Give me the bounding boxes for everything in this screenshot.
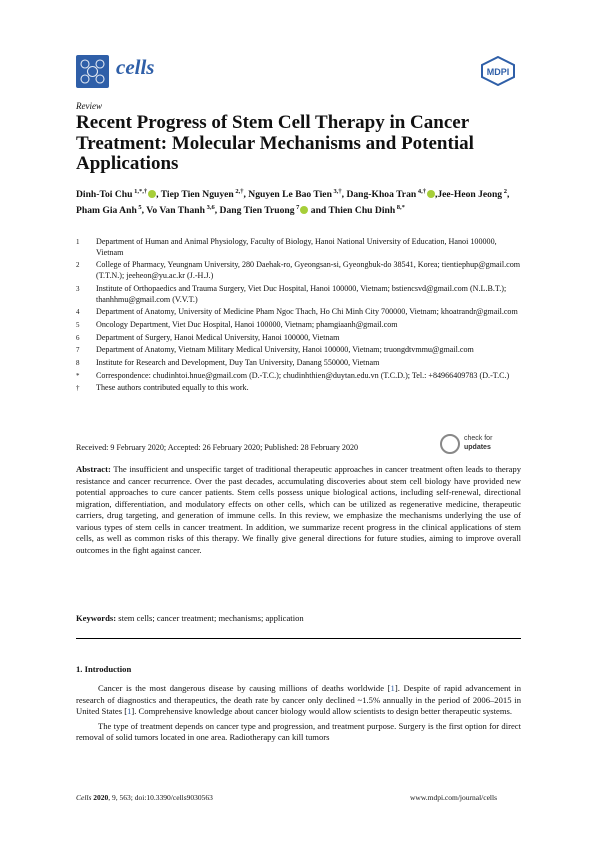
affiliation-item bbox=[76, 307, 521, 318]
orcid-icon[interactable] bbox=[148, 190, 156, 198]
keywords bbox=[76, 613, 521, 623]
author-name: Pham Gia Anh bbox=[76, 205, 137, 217]
affiliation-text: Correspondence: chudinhtoi.hnue@gmail.com (D.-T.C.); chudinhthien@duytan.edu.vn (T.C.D.); Tel.: +84966409783 (D.-T.C.) bbox=[96, 370, 510, 380]
author-separator: , bbox=[214, 205, 220, 217]
author-name: Dang Tien Truong bbox=[219, 205, 295, 217]
affiliation-item bbox=[76, 320, 521, 331]
journal-url[interactable]: www.mdpi.com/journal/cells bbox=[410, 793, 497, 802]
author-affiliation-sup: 1,*,† bbox=[132, 188, 148, 195]
author-separator: , bbox=[434, 189, 438, 201]
journal-name[interactable]: cells bbox=[116, 55, 155, 79]
author-name: Dang-Khoa Tran bbox=[346, 189, 417, 201]
author-separator: , bbox=[156, 189, 161, 201]
affiliation-number: * bbox=[76, 371, 80, 380]
affiliation-item bbox=[76, 345, 521, 356]
affiliation-number: 8 bbox=[76, 359, 80, 368]
updates-line1: check for bbox=[464, 435, 493, 442]
affiliation-item bbox=[76, 358, 521, 369]
author-separator: , bbox=[141, 205, 147, 217]
article-type: Review bbox=[76, 101, 102, 111]
divider bbox=[76, 638, 521, 639]
author-separator: , bbox=[506, 189, 510, 201]
author-affiliation-sup: 4,† bbox=[416, 188, 426, 195]
author-affiliation-sup: 3,† bbox=[331, 188, 342, 195]
orcid-icon[interactable] bbox=[427, 189, 438, 201]
author-affiliation-sup: 2 bbox=[502, 188, 507, 195]
keywords-label: Keywords: bbox=[76, 613, 117, 623]
author-affiliation-sup: 5 bbox=[136, 204, 142, 212]
update-icon bbox=[440, 434, 460, 454]
author-list bbox=[76, 185, 521, 217]
author-affiliation-sup: 2,† bbox=[233, 188, 244, 195]
affiliation-number: 2 bbox=[76, 261, 80, 270]
keywords-text: stem cells; cancer treatment; mechanisms; application bbox=[118, 613, 304, 623]
affiliation-number: 4 bbox=[76, 308, 80, 317]
body-text bbox=[76, 683, 521, 747]
author-affiliation-sup: 7 bbox=[294, 204, 300, 212]
affiliation-text: Department of Human and Animal Physiology, Faculty of Biology, Hanoi National University of Education, Hanoi 100000, Vietnam bbox=[96, 237, 497, 257]
affiliation-number: 1 bbox=[76, 238, 80, 246]
paper-title: Recent Progress of Stem Cell Therapy in Cancer Treatment: Molecular Mechanisms and Potential Applications bbox=[76, 112, 474, 174]
citation-link[interactable]: 1 bbox=[390, 683, 395, 693]
affiliation-item bbox=[76, 284, 521, 305]
author-separator: and bbox=[308, 205, 329, 217]
mdpi-logo[interactable] bbox=[480, 56, 516, 86]
affiliation-item bbox=[76, 237, 521, 258]
affiliation-item bbox=[76, 333, 521, 344]
abstract-label: Abstract: bbox=[76, 464, 111, 474]
updates-line2: updates bbox=[464, 443, 491, 451]
affiliation-text: These authors contributed equally to this work. bbox=[96, 383, 249, 393]
affiliation-number: † bbox=[76, 384, 80, 393]
affiliation-text: Department of Surgery, Hanoi Medical University, Hanoi 100000, Vietnam bbox=[96, 332, 340, 342]
affiliation-item bbox=[76, 371, 521, 382]
affiliation-number: 3 bbox=[76, 284, 80, 293]
check-for-updates-badge[interactable] bbox=[440, 434, 520, 456]
affiliation-item bbox=[76, 383, 521, 394]
author-name: Thien Chu Dinh bbox=[328, 205, 396, 217]
author-affiliation-sup: 8,* bbox=[395, 204, 405, 212]
paragraph-2: The type of treatment depends on cancer type and progression, and treatment purpose. Surgery is the first option for direct removal of solid tumors located in one area. Radiotherapy can kill tumors bbox=[76, 720, 521, 743]
author-name: Jee-Heon Jeong bbox=[437, 189, 503, 201]
author-name: Dinh-Toi Chu bbox=[76, 189, 133, 201]
affiliation-number: 6 bbox=[76, 333, 80, 342]
affiliation-number: 5 bbox=[76, 320, 80, 329]
author-name: Nguyen Le Bao Tien bbox=[248, 189, 332, 201]
affiliation-text: Institute for Research and Development, Duy Tan University, Danang 550000, Vietnam bbox=[96, 358, 380, 368]
author-separator: , bbox=[341, 189, 347, 201]
affiliation-item bbox=[76, 260, 521, 281]
affiliation-text: Department of Anatomy, Vietnam Military Medical University, Hanoi 100000, Vietnam; truongdtvmmu@gmail.com bbox=[96, 345, 474, 355]
affiliation-number: 7 bbox=[76, 346, 80, 355]
author-affiliation-sup: 3,6 bbox=[204, 204, 215, 212]
author-name: Tiep Tien Nguyen bbox=[160, 189, 234, 201]
affiliation-text: Oncology Department, Viet Duc Hospital, Hanoi 100000, Vietnam; phamgiaanh@gmail.com bbox=[96, 319, 398, 329]
cells-logo-icon bbox=[76, 55, 109, 88]
publication-dates: Received: 9 February 2020; Accepted: 26 February 2020; Published: 28 February 2020 bbox=[76, 443, 359, 452]
affiliation-text: Institute of Orthopaedics and Trauma Surgery, Viet Duc Hospital, Hanoi 100000, Vietnam; bstiencsvd@gmail.com (N.L.B.T.); thanhhmu@gmail.com (V.V.T.) bbox=[96, 283, 507, 304]
section-heading: 1. Introduction bbox=[76, 664, 132, 674]
paragraph-1: Cancer is the most dangerous disease by causing millions of deaths worldwide [1]. Despite of rapid advancement in research of diagnostics and therapeutics, the death rate by cancer only declined ~1.5% annually in the period of 2006–2015 in United States [1]. Comprehensive knowledge about cancer biology would allow scientists to design better therapeutic systems. bbox=[76, 683, 521, 717]
affiliations bbox=[76, 237, 521, 396]
citation-link[interactable]: 1 bbox=[127, 706, 132, 717]
abstract-text: The insufficient and unspecific target of traditional therapeutic approaches in cancer treatment often leads to therapy resistance and cancer recurrence. Over the past decades, accumulating discoveries about stem cell biology have provided new potential approaches to cure cancer patients. Stem cells possess unique biological actions, including self-renewal, directional migration, differentiation, and modulatory effects on other cells, which can be utilized as regenerative medicine, therapeutic carriers, drug targeting, and generation of immune cells. In this review, we emphasize the mechanisms underlying the use of various types of stem cells in cancer treatment. In addition, we summarize recent progress in the clinical applications of stem cells, as well as common risks of this therapy. We finally give general directions for future studies, aiming to improve overall outcomes in the fight against cancer. bbox=[76, 464, 521, 555]
author-separator: , bbox=[243, 189, 249, 201]
affiliation-text: College of Pharmacy, Yeungnam University, 280 Daehak-ro, Gyeongsan-si, Gyeongbuk-do 38541, Korea; tientiephup@gmail.com (T.T.N.); jeeheon@yu.ac.kr (J.-H.J.) bbox=[96, 260, 521, 281]
author-name: Vo Van Thanh bbox=[146, 205, 205, 217]
mdpi-logo-text: MDPI bbox=[486, 67, 510, 77]
citation-footer: Cells 2020, 9, 563; doi:10.3390/cells9030563 bbox=[76, 793, 213, 802]
abstract bbox=[76, 464, 521, 556]
affiliation-text: Department of Anatomy, University of Medicine Pham Ngoc Thach, Ho Chi Minh City 700000, Vietnam; khoatrandr@gmail.com bbox=[96, 307, 518, 317]
